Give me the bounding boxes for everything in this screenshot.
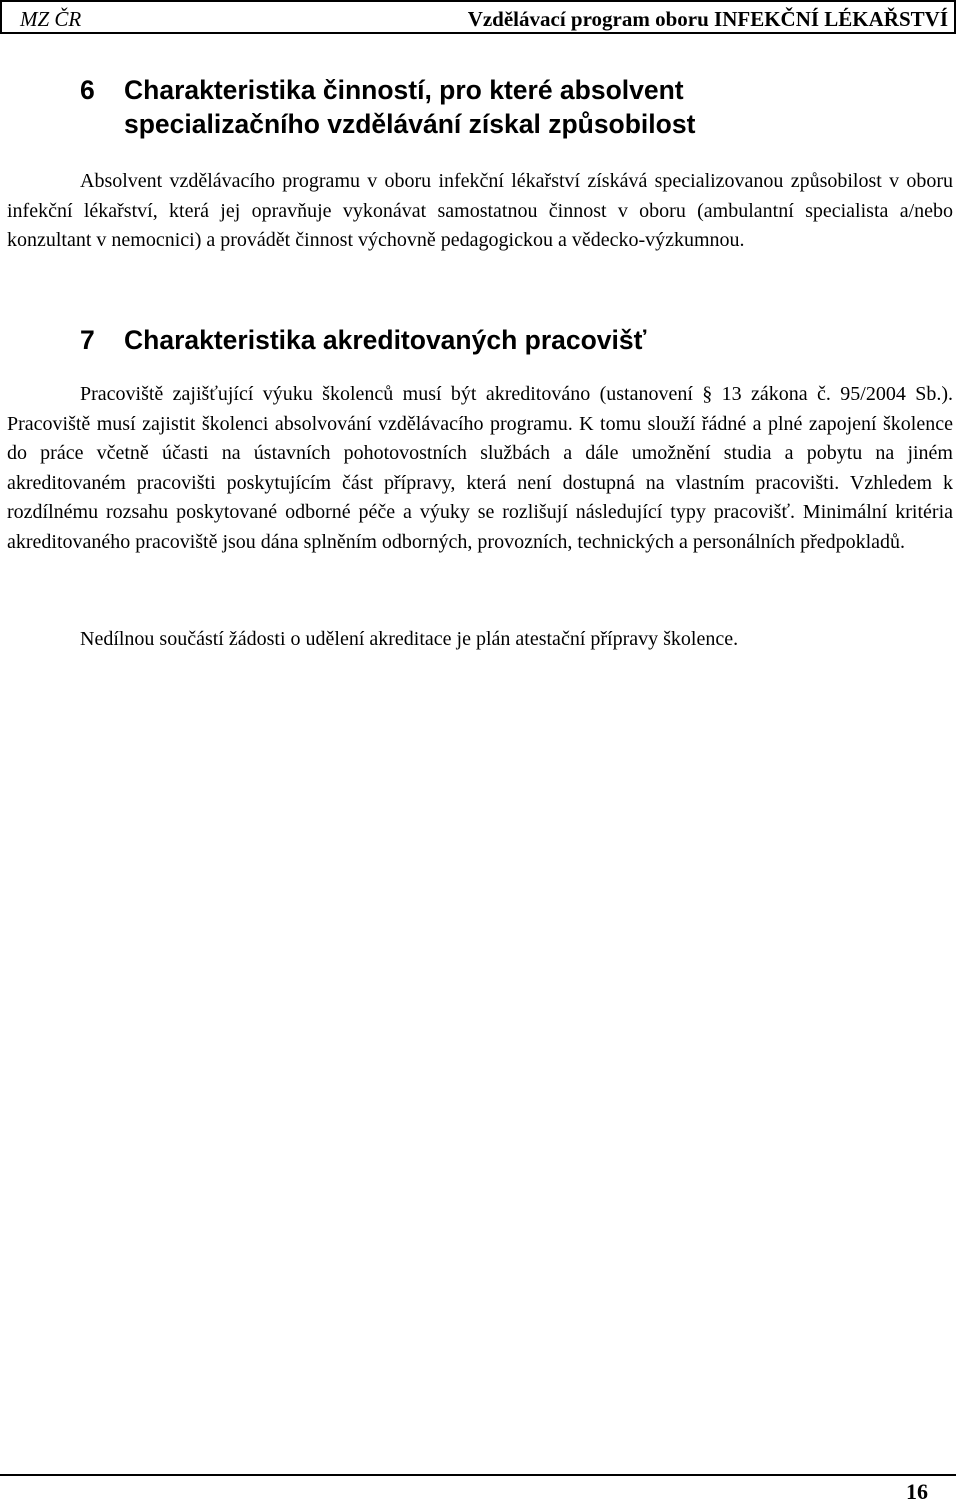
section-7-paragraph-2-text: Nedílnou součástí žádosti o udělení akreditace je plán atestační přípravy školence.	[80, 628, 739, 650]
section-7-paragraph-1	[7, 380, 953, 557]
footer-rule	[0, 1474, 956, 1476]
header-program-title: Vzdělávací program oboru INFEKČNÍ LÉKAŘSTVÍ	[467, 7, 948, 31]
section-6-title-line2: specializačního vzdělávání získal způsobilost	[124, 109, 696, 139]
section-6-paragraph-text: Absolvent vzdělávacího programu v oboru infekční lékařství získává specializovanou způsobilost v oboru infekční lékařství, která jej opravňuje vykonávat samostatnou činnost v oboru (ambulantní specialista a/nebo konzultant v nemocnici) a provádět činnost výchovně pedagogickou a vědecko-výzkumnou.	[7, 170, 953, 251]
section-7-paragraph-1-text: Pracoviště zajišťující výuku školenců musí být akreditováno (ustanovení § 13 zákona č. 95/2004 Sb.). Pracoviště musí zajistit školenci absolvování vzdělávacího programu. K tomu slouží řádné a plné zapojení školence do práce včetně účasti na ústavních pohotovostních službách a dále umožnění studia a pobytu na jiném akreditovaném pracovišti poskytujícím část přípravy, která není dostupná na vlastním pracovišti. Vzhledem k rozdílnému rozsahu poskytované odborné péče a výuky se rozlišují následující typy pracovišť. Minimální kritéria akreditovaného pracoviště jsou dána splněním odborných, provozních, technických a personálních předpokladů.	[7, 383, 953, 553]
section-6-paragraph	[7, 167, 953, 256]
running-header	[0, 0, 956, 34]
header-ministry: MZ ČR	[20, 7, 82, 31]
section-6-number: 6	[80, 75, 95, 105]
section-6-heading	[80, 73, 940, 141]
section-6-title-line1: Charakteristika činností, pro které absolvent	[124, 75, 684, 105]
section-7-number: 7	[80, 325, 95, 355]
section-7-heading	[80, 323, 940, 357]
section-7-title: Charakteristika akreditovaných pracovišť	[124, 325, 647, 355]
section-7-paragraph-2	[7, 625, 953, 655]
page-number: 16	[906, 1479, 928, 1504]
